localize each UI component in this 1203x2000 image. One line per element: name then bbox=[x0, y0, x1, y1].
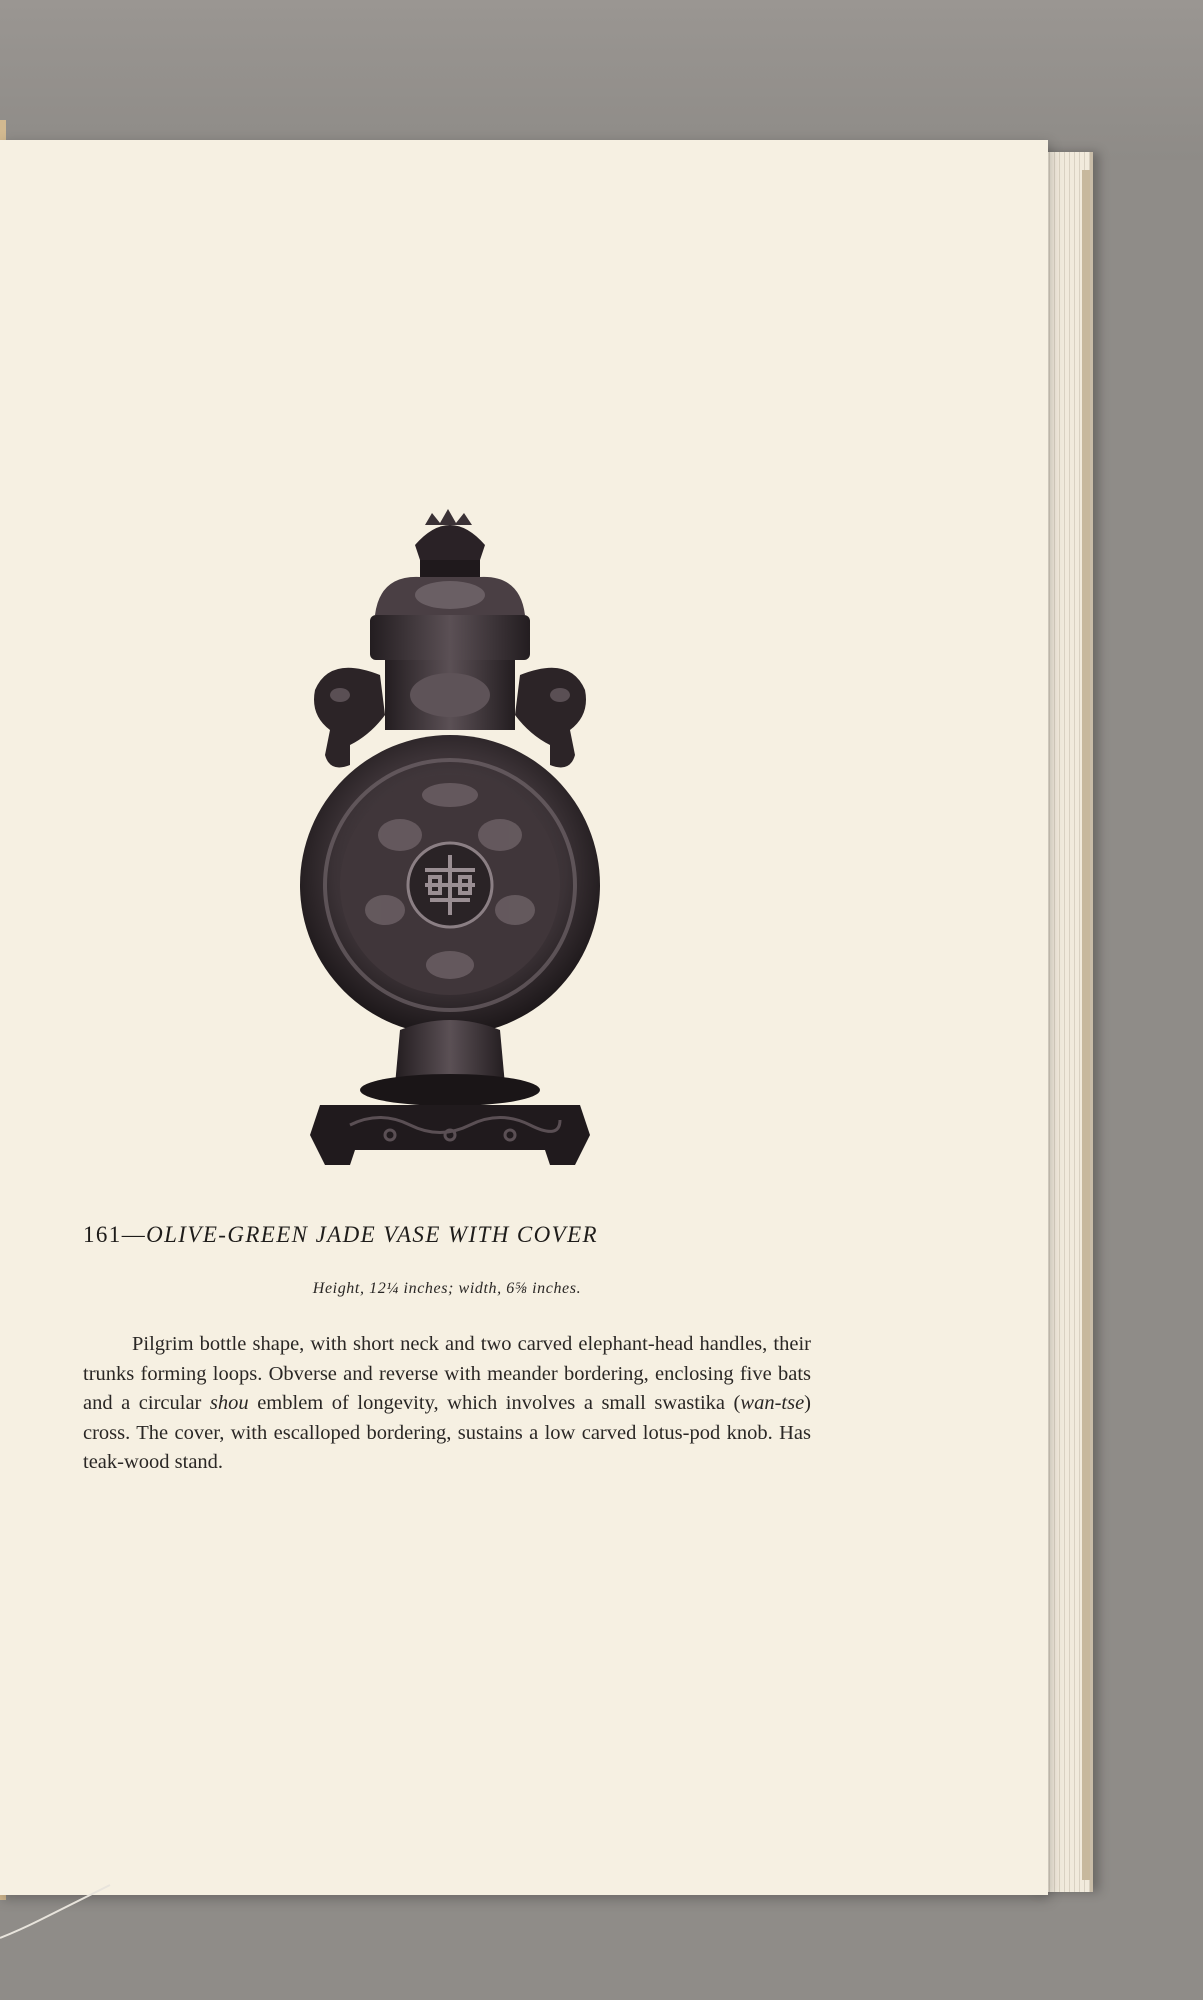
description-term-shou: shou bbox=[209, 1392, 249, 1414]
description-part-1: Pilgrim bottle shape, with short neck and two carved elephant-head handles, their trunks forming loops. Obverse and reverse with meander bordering, enclosing five bats and a circular bbox=[83, 1333, 811, 1414]
item-dimensions: Height, 12¼ inches; width, 6⅝ inches. bbox=[312, 1280, 582, 1297]
page-stack-edge bbox=[1082, 170, 1090, 1880]
item-name: OLIVE-GREEN JADE VASE WITH COVER bbox=[146, 1222, 599, 1247]
lot-number: 161 bbox=[83, 1222, 122, 1247]
jade-vase-illustration bbox=[290, 505, 610, 1165]
description-part-2: emblem of longevity, which involves a small swastika ( bbox=[248, 1392, 741, 1414]
catalog-entry-title bbox=[83, 1222, 843, 1248]
description-term-wan-tse: wan-tse bbox=[740, 1392, 805, 1414]
bookmark-string bbox=[0, 1880, 140, 1940]
item-description bbox=[83, 1330, 811, 1478]
description-part-3: ) cross. The cover, with escalloped bordering, sustains a low carved lotus-pod knob. Has teak-wood stand. bbox=[83, 1392, 811, 1473]
background-top bbox=[0, 0, 1203, 160]
title-separator: — bbox=[121, 1222, 147, 1247]
